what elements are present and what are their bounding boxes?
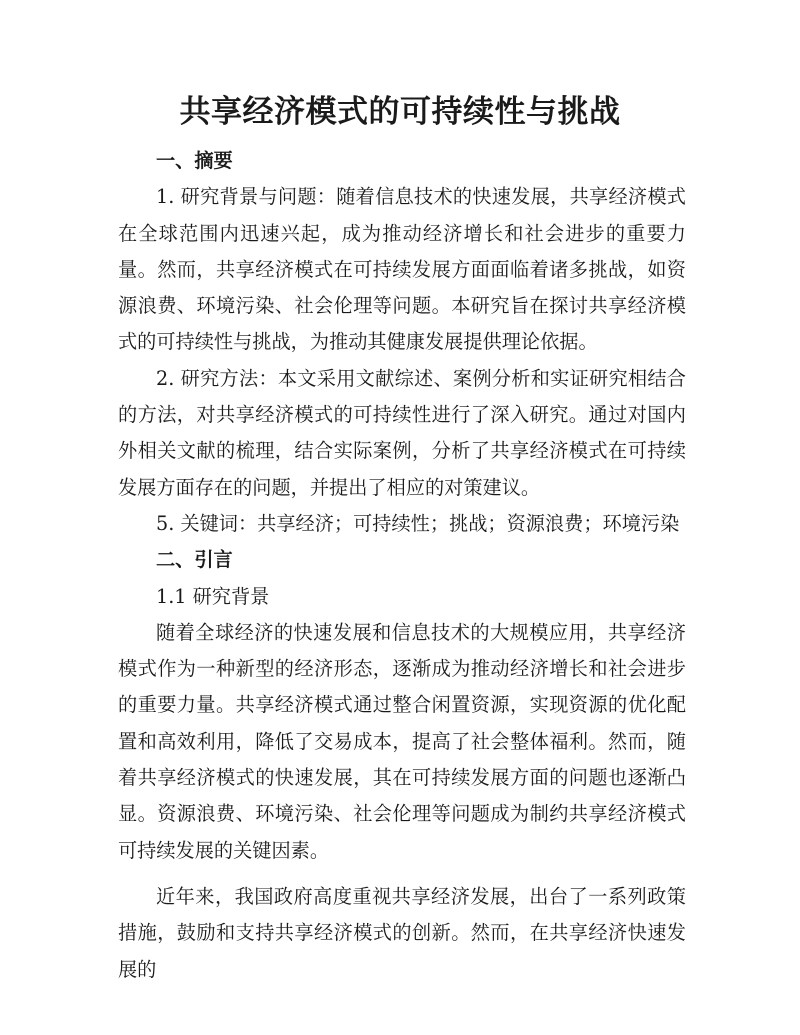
intro-paragraph-1: 随着全球经济的快速发展和信息技术的大规模应用，共享经济模式作为一种新型的经济形态，逐渐成为推动经济增长和社会进步的重要力量。共享经济模式通过整合闲置资源，实现资源的优化配置和高效利用，降低了交易成本，提高了社会整体福利。然而，随着共享经济模式的快速发展，其在可持续发展方面的问题也逐渐凸显。资源浪费、环境污染、社会伦理等问题成为制约共享经济模式可持续发展的关键因素。 bbox=[118, 620, 686, 862]
abstract-paragraph-1: 1. 研究背景与问题：随着信息技术的快速发展，共享经济模式在全球范围内迅速兴起，成为推动经济增长和社会进步的重要力量。然而，共享经济模式在可持续发展方面面临着诸多挑战，如资源浪费、环境污染、社会伦理等问题。本研究旨在探讨共享经济模式的可持续性与挑战，为推动其健康发展提供理论依据。 bbox=[118, 185, 686, 354]
intro-subheading-1: 1.1 研究背景 bbox=[156, 584, 270, 608]
document-title: 共享经济模式的可持续性与挑战 bbox=[179, 94, 621, 130]
abstract-paragraph-2: 2. 研究方法：本文采用文献综述、案例分析和实证研究相结合的方法，对共享经济模式的可持续性进行了深入研究。通过对国内外相关文献的梳理，结合实际案例，分析了共享经济模式在可持续发展方面存在的问题，并提出了相应的对策建议。 bbox=[118, 366, 686, 499]
intro-paragraph-2: 近年来，我国政府高度重视共享经济发展，出台了一系列政策措施，鼓励和支持共享经济模式的创新。然而，在共享经济快速发展的 bbox=[118, 884, 686, 981]
keywords-paragraph: 5. 关键词：共享经济；可持续性；挑战；资源浪费；环境污染 bbox=[156, 511, 680, 535]
abstract-heading: 一、摘要 bbox=[156, 149, 233, 172]
document-body bbox=[118, 143, 686, 988]
intro-heading: 二、引言 bbox=[156, 548, 233, 572]
